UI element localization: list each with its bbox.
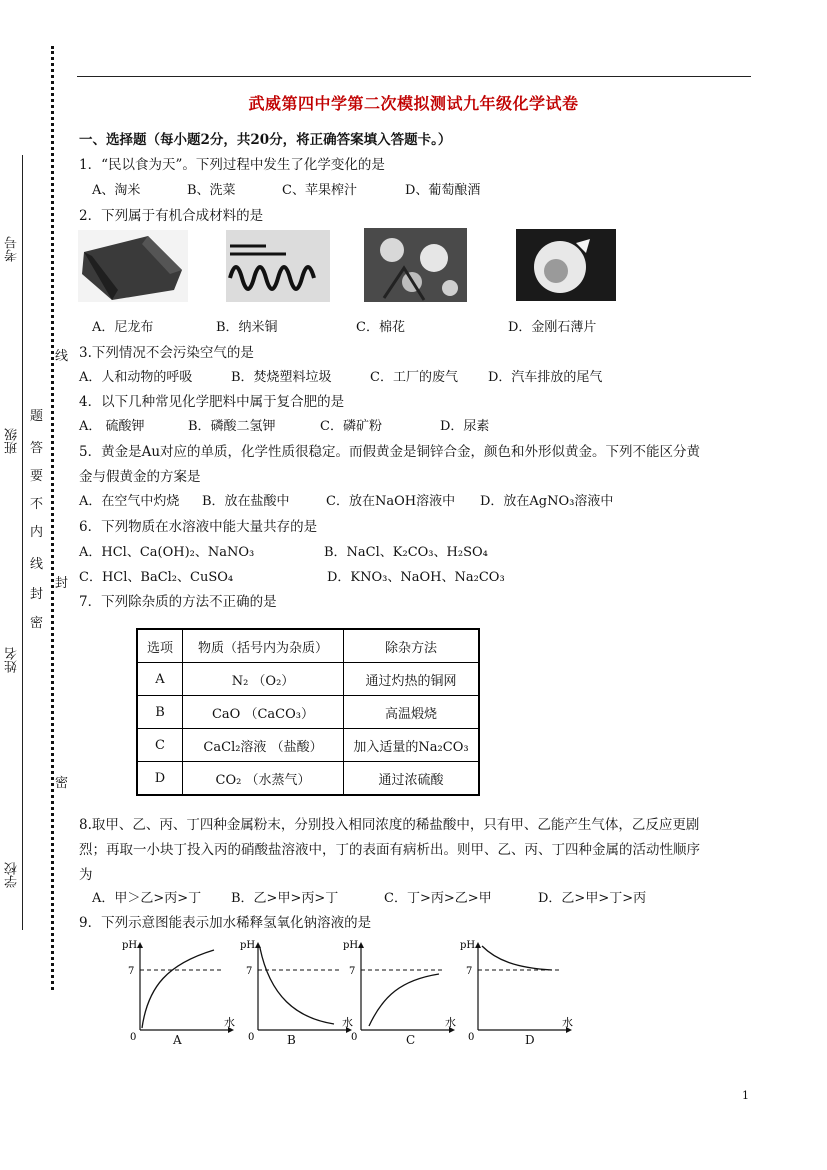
y-axis-label: pH	[240, 940, 256, 951]
binding-char: 密	[55, 776, 69, 791]
ph-curve	[142, 950, 214, 1028]
question-8-option-c: C．丁>丙>乙>甲	[384, 891, 492, 906]
question-5-option-c: C．放在NaOH溶液中	[326, 494, 456, 509]
cotton-photo	[364, 228, 467, 302]
ref-tick-label: 7	[246, 966, 253, 977]
question-6-option-d: D．KNO₃、NaOH、Na₂CO₃	[327, 570, 505, 585]
section-heading: 一、选择题（每小题2分，共20分，将正确答案填入答题卡。）	[79, 132, 452, 148]
x-axis-label: 水	[342, 1016, 353, 1029]
table-row	[137, 663, 479, 696]
table-header-cell: 除杂方法	[344, 629, 480, 663]
question-4-stem: 4．以下几种常见化学肥料中属于复合肥的是	[79, 394, 345, 410]
question-3-stem: 3.下列情况不会污染空气的是	[79, 345, 254, 361]
question-2-option-c: C．棉花	[356, 320, 405, 335]
x-axis-label: 水	[562, 1016, 573, 1029]
table-row	[137, 696, 479, 729]
question-5-option-b: B．放在盐酸中	[202, 494, 290, 509]
table-cell: N₂ （O₂）	[183, 663, 344, 696]
table-header-cell: 物质（括号内为杂质）	[183, 629, 344, 663]
table-cell: B	[137, 696, 183, 729]
binding-char: 密	[30, 616, 44, 631]
question-6-stem: 6．下列物质在水溶液中能大量共存的是	[79, 519, 318, 535]
ph-graph-d	[456, 936, 576, 1046]
table-row	[137, 729, 479, 762]
table-cell: 通过灼热的铜网	[344, 663, 480, 696]
margin-label-school: 学校	[5, 862, 20, 888]
question-1-option-b: B、洗菜	[187, 183, 236, 198]
binding-char: 线	[55, 349, 69, 364]
question-5-option-a: A．在空气中灼烧	[79, 494, 180, 509]
x-axis-label: 水	[445, 1016, 456, 1029]
binding-char: 封	[55, 576, 69, 591]
question-5-stem-line2: 金与假黄金的方案是	[79, 469, 201, 485]
question-1-stem: 1．“民以食为天”。下列过程中发生了化学变化的是	[79, 157, 385, 173]
question-3-option-c: C．工厂的废气	[370, 370, 458, 385]
question-4-option-c: C．磷矿粉	[320, 419, 382, 434]
ph-curve	[369, 974, 439, 1026]
page-number: 1	[742, 1089, 749, 1102]
question-3-option-d: D．汽车排放的尾气	[488, 370, 603, 385]
y-axis-label: pH	[343, 940, 359, 951]
ref-tick-label: 7	[466, 966, 473, 977]
binding-char: 线	[30, 557, 44, 572]
question-9-stem: 9．下列示意图能表示加水稀释氢氧化钠溶液的是	[79, 915, 372, 931]
question-2-option-a: A．尼龙布	[92, 320, 154, 335]
origin-label: 0	[351, 1032, 358, 1043]
binding-char: 不	[30, 497, 44, 512]
binding-char: 内	[30, 525, 44, 540]
graph-d-label: D	[525, 1033, 535, 1047]
question-4-option-d: D．尿素	[440, 419, 490, 434]
margin-label-name: 姓名	[5, 647, 20, 673]
question-6-option-c: C．HCl、BaCl₂、CuSO₄	[79, 570, 234, 585]
ph-graph-c	[339, 936, 459, 1046]
table-cell: 高温煅烧	[344, 696, 480, 729]
question-8-option-a: A．甲＞乙>丙>丁	[92, 891, 202, 906]
margin-label-exam-number: 考号	[5, 236, 20, 262]
binding-char: 题	[30, 409, 44, 424]
table-cell: 加入适量的Na₂CO₃	[344, 729, 480, 762]
question-3-option-b: B．焚烧塑料垃圾	[231, 370, 332, 385]
graph-a-label: A	[173, 1033, 182, 1047]
table-cell: CaCl₂溶液 （盐酸）	[183, 729, 344, 762]
origin-label: 0	[130, 1032, 137, 1043]
header-rule	[77, 76, 751, 77]
table-row	[137, 762, 479, 796]
page-title: 武威第四中学第二次模拟测试九年级化学试卷	[248, 94, 579, 113]
ph-graph-a	[118, 936, 238, 1046]
graph-c-label: C	[406, 1033, 416, 1047]
table-header-cell: 选项	[137, 629, 183, 663]
question-5-stem-line1: 5．黄金是Au对应的单质，化学性质很稳定。而假黄金是铜锌合金，颜色和外形似黄金。下列不能区分黄	[79, 444, 701, 460]
binding-char: 封	[30, 587, 44, 602]
ph-graph-b	[236, 936, 359, 1046]
nylon-cloth-photo	[78, 230, 188, 302]
question-4-option-a: A． 硫酸钾	[79, 419, 145, 434]
question-7-stem: 7．下列除杂质的方法不正确的是	[79, 594, 277, 610]
table-cell: 通过浓硫酸	[344, 762, 480, 796]
table-header-row	[137, 629, 479, 663]
origin-label: 0	[468, 1032, 475, 1043]
question-8-option-d: D．乙>甲>丁>丙	[538, 891, 647, 906]
x-axis-label: 水	[224, 1016, 235, 1029]
impurity-removal-table	[136, 628, 480, 796]
table-cell: D	[137, 762, 183, 796]
nano-copper-photo	[226, 230, 330, 302]
question-6-option-a: A．HCl、Ca(OH)₂、NaNO₃	[79, 545, 255, 560]
question-3-option-a: A．人和动物的呼吸	[79, 370, 193, 385]
question-2-stem: 2．下列属于有机合成材料的是	[79, 208, 264, 224]
question-4-option-b: B．磷酸二氢钾	[188, 419, 276, 434]
y-axis-label: pH	[122, 940, 138, 951]
graph-b-label: B	[287, 1033, 296, 1047]
question-8-stem-line2: 烈；再取一小块丁投入丙的硝酸盐溶液中，丁的表面有病析出。则甲、乙、丙、丁四种金属的活动性顺序	[79, 842, 700, 858]
table-cell: A	[137, 663, 183, 696]
ref-tick-label: 7	[349, 966, 356, 977]
binding-dotted-line	[51, 46, 54, 990]
table-cell: CaO （CaCO₃）	[183, 696, 344, 729]
margin-rule-upper	[22, 155, 23, 755]
y-axis-label: pH	[460, 940, 476, 951]
binding-char: 答	[30, 441, 44, 456]
ph-curve	[260, 948, 334, 1024]
ph-curve	[482, 946, 552, 970]
margin-rule-lower	[22, 730, 23, 930]
question-1-option-a: A、淘米	[92, 183, 141, 198]
ref-tick-label: 7	[128, 966, 135, 977]
question-5-option-d: D．放在AgNO₃溶液中	[480, 494, 614, 509]
question-8-option-b: B．乙>甲>丙>丁	[231, 891, 339, 906]
margin-label-class: 班级	[5, 428, 20, 454]
question-2-option-b: B．纳米铜	[216, 320, 278, 335]
question-1-option-c: C、苹果榨汁	[282, 183, 357, 198]
question-8-stem-line3: 为	[79, 867, 93, 883]
table-cell: C	[137, 729, 183, 762]
question-1-option-d: D、葡萄酿酒	[405, 183, 481, 198]
origin-label: 0	[248, 1032, 255, 1043]
question-8-stem-line1: 8.取甲、乙、丙、丁四种金属粉末，分别投入相同浓度的稀盐酸中，只有甲、乙能产生气体，乙反应更剧	[79, 817, 700, 833]
diamond-film-photo	[516, 229, 616, 301]
question-6-option-b: B．NaCl、K₂CO₃、H₂SO₄	[324, 545, 488, 560]
table-cell: CO₂ （水蒸气）	[183, 762, 344, 796]
question-2-option-d: D．金刚石薄片	[508, 320, 597, 335]
binding-char: 要	[30, 469, 44, 484]
